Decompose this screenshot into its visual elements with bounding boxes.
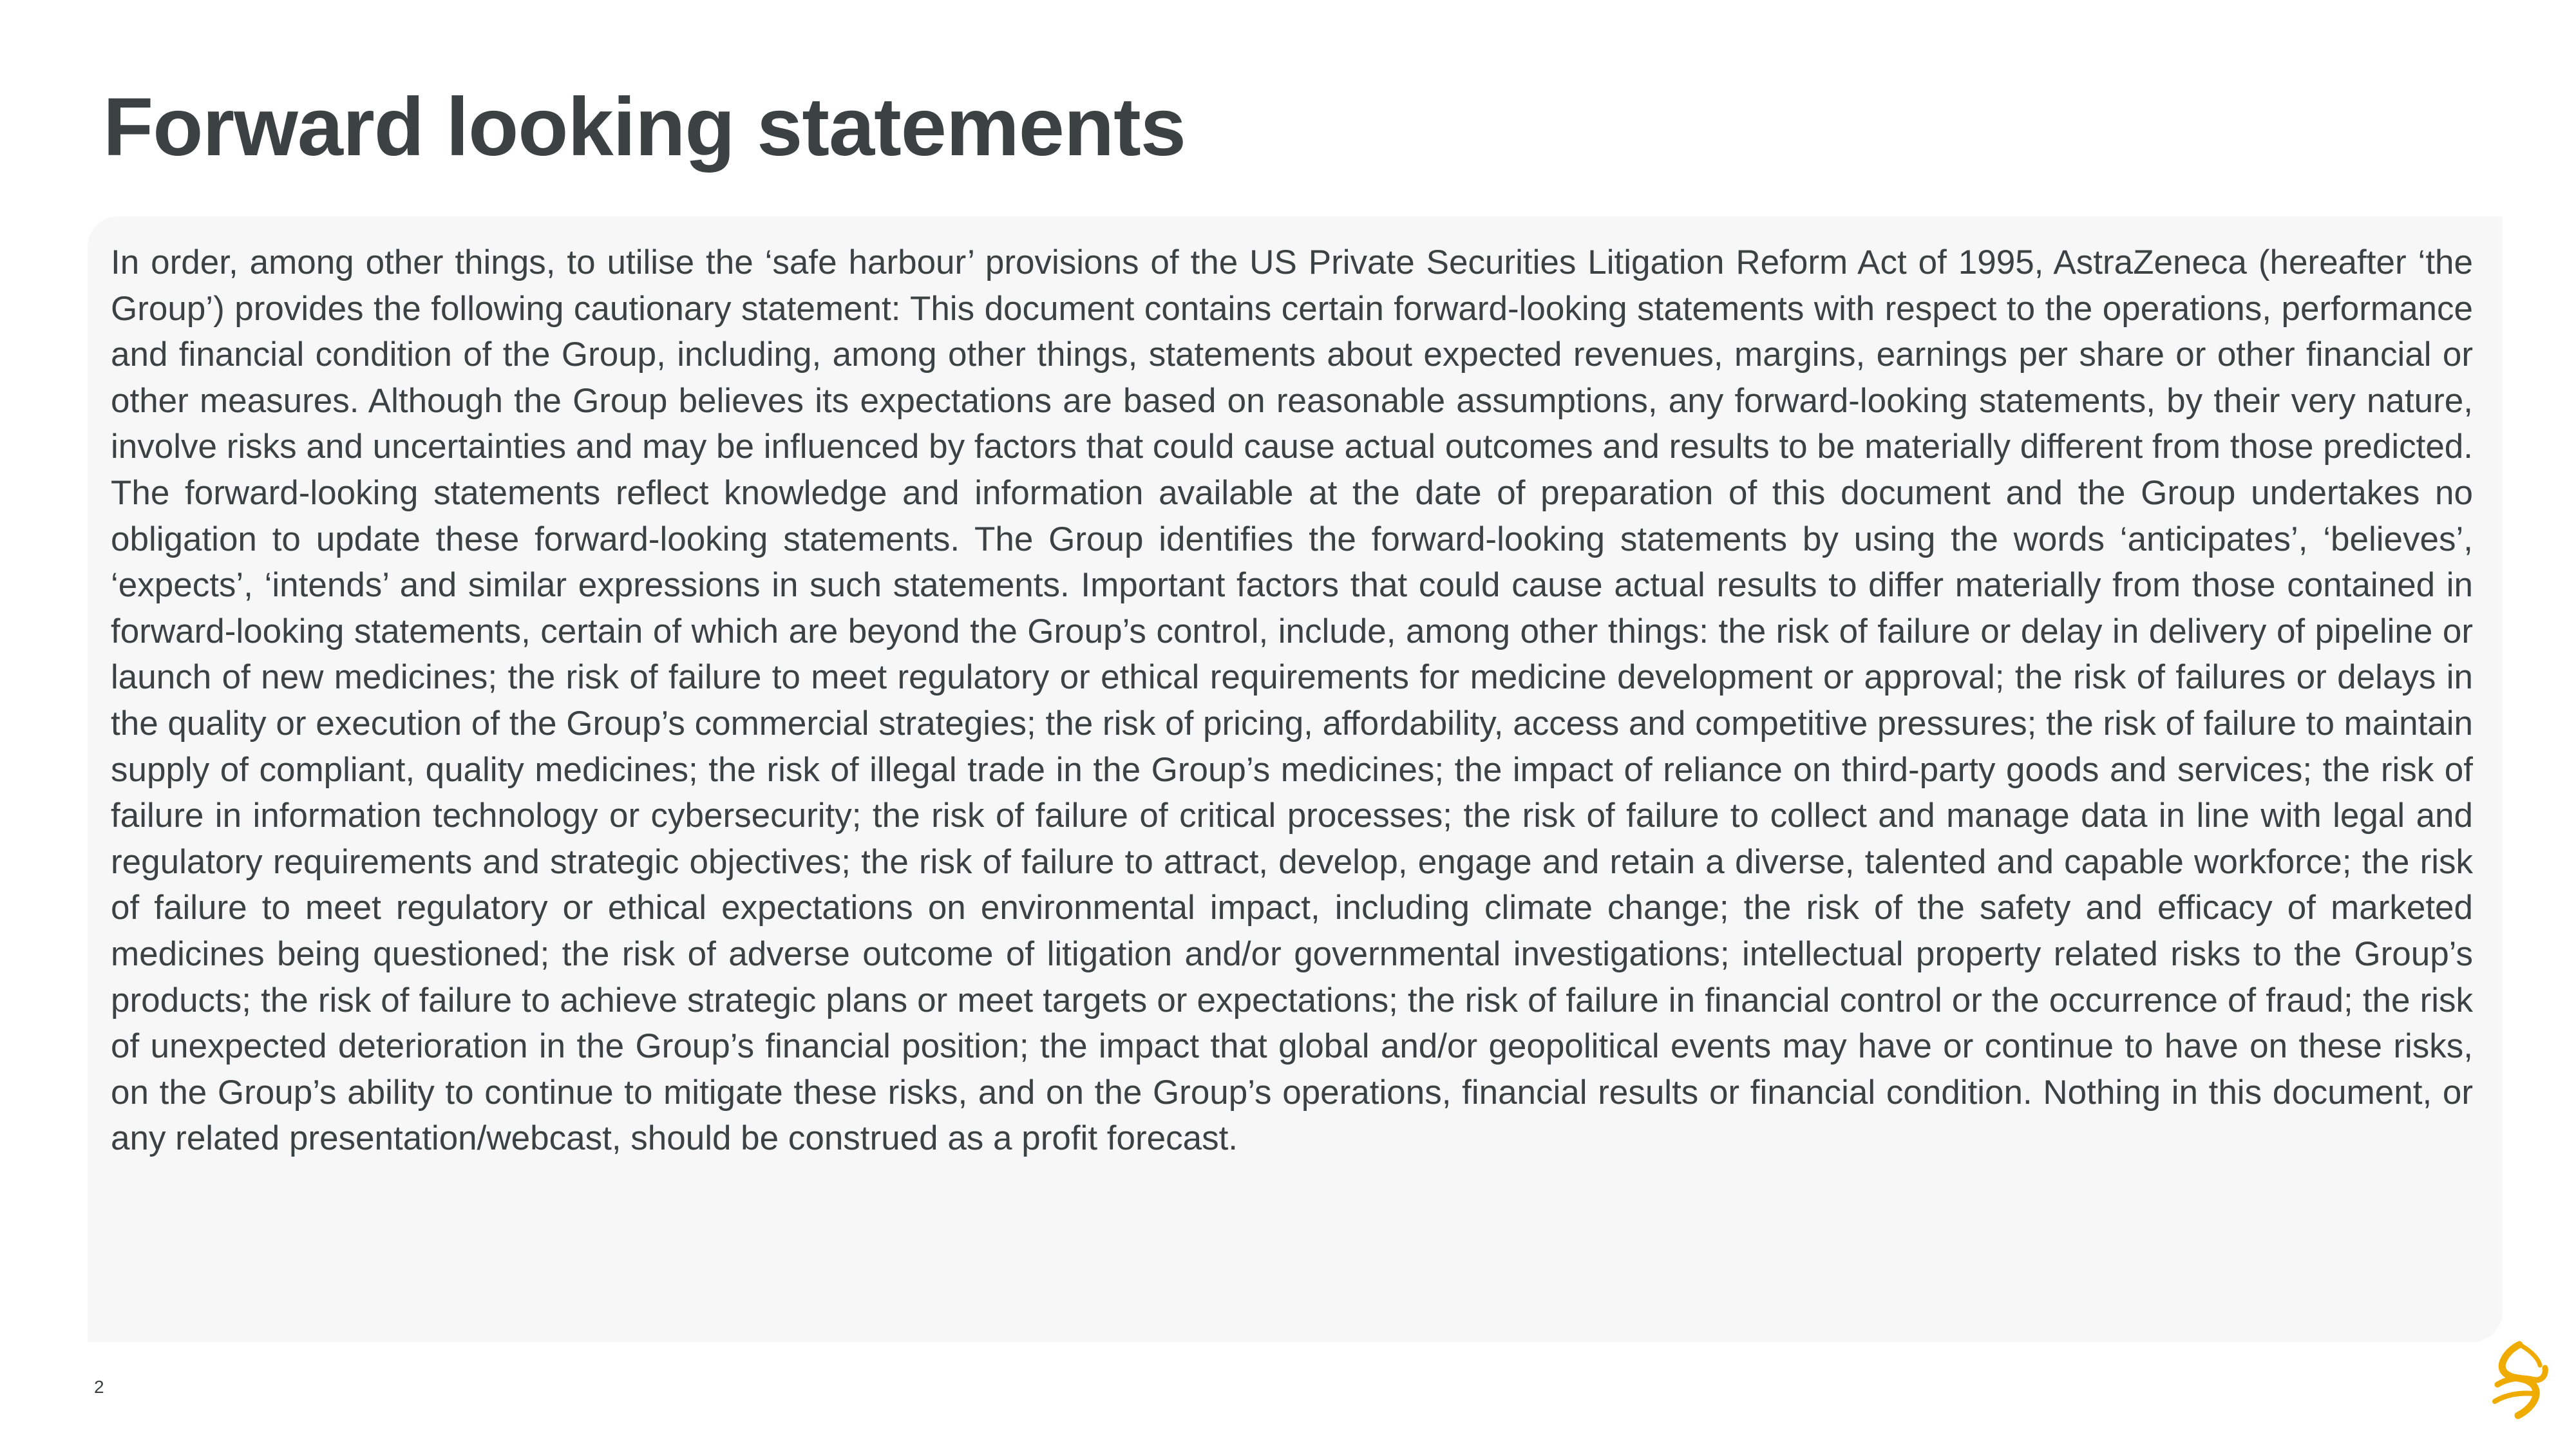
disclaimer-text: In order, among other things, to utilise the ‘safe harbour’ provisions of the US Private Securities Litigation Reform Act of 1995, AstraZeneca (hereafter ‘the Group’) provides the following cautionary statement: This document contains certain forward-looking statements with respect to the operations, performance and financial condition of the Group, including, among other things, statements about expected revenues, margins, earnings per share or other financial or other measures. Although the Group believes its expectations are based on reasonable assumptions, any forward-looking statements, by their very nature, involve risks and uncertainties and may be influenced by factors that could cause actual outcomes and results to be materially different from those predicted. The forward-looking statements reflect knowledge and information available at the date of preparation of this document and the Group undertakes no obligation to update these forward-looking statements. The Group identifies the forward-looking statements by using the words ‘anticipates’, ‘believes’, ‘expects’, ‘intends’ and similar expressions in such statements. Important factors that could cause actual results to differ materially from those contained in forward-looking statements, certain of which are beyond the Group’s control, include, among other things: the risk of failure or delay in delivery of pipeline or launch of new medicines; the risk of failure to meet regulatory or ethical requirements for medicine development or approval; the risk of failures or delays in the quality or execution of the Group’s commercial strategies; the risk of pricing, affordability, access and competitive pressures; the risk of failure to maintain supply of compliant, quality medicines; the risk of illegal trade in the Group’s medicines; the impact of reliance on third-party goods and services; the risk of failure in information technology or cybersecurity; the risk of failure of critical processes; the risk of failure to collect and manage data in line with legal and regulatory requirements and strategic objectives; the risk of failure to attract, develop, engage and retain a diverse, talented and capable workforce; the risk of failure to meet regulatory or ethical expectations on environmental impact, including climate change; the risk of the safety and efficacy of marketed medicines being questioned; the risk of adverse outcome of litigation and/or governmental investigations; intellectual property related risks to the Group’s products; the risk of failure to achieve strategic plans or meet targets or expectations; the risk of failure in financial control or the occurrence of fraud; the risk of unexpected deterioration in the Group’s financial position; the impact that global and/or geopolitical events may have or continue to have on these risks, on the Group’s ability to continue to mitigate these risks, and on the Group’s operations, financial results or financial condition. Nothing in this document, or any related presentation/webcast, should be construed as a profit forecast. <box>111 243 2473 1158</box>
content-panel <box>88 216 2503 1342</box>
astrazeneca-logo-icon <box>2486 1340 2553 1419</box>
page-title: Forward looking statements <box>103 81 1186 173</box>
page-number: 2 <box>94 1377 104 1397</box>
